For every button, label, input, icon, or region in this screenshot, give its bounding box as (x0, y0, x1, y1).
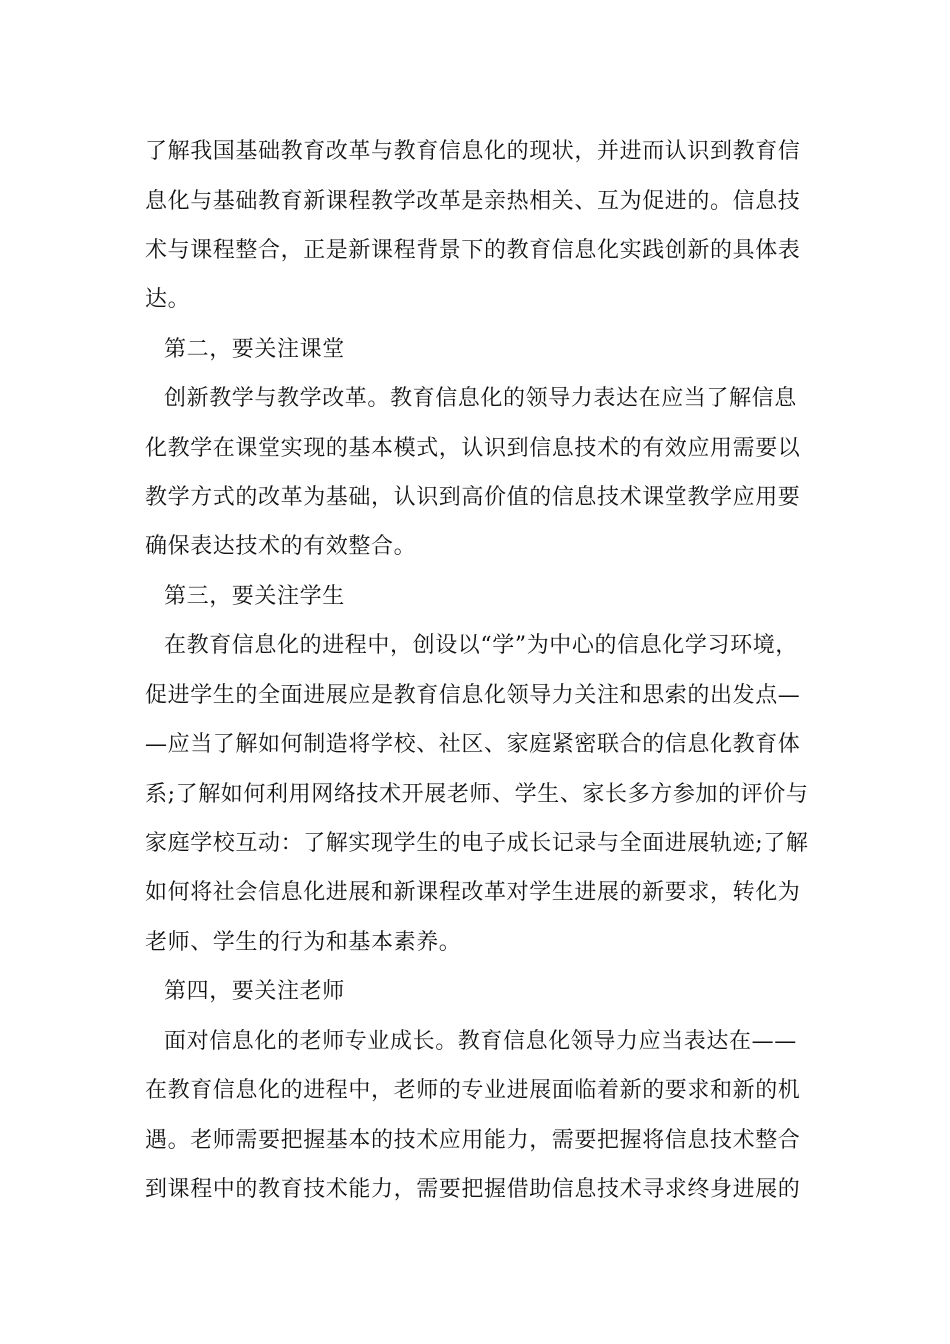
section-heading: 第三，要关注学生 (164, 584, 345, 609)
paragraph-line: 术与课程整合，正是新课程背景下的教育信息化实践创新的具体表 (145, 238, 801, 263)
paragraph-line: 教学方式的改革为基础，认识到高价值的信息技术课堂教学应用要 (145, 485, 801, 510)
paragraph-line: 创新教学与教学改革。教育信息化的领导力表达在应当了解信息 (164, 386, 797, 411)
paragraph-line: 在教育信息化的进程中，老师的专业进展面临着新的要求和新的机 (145, 1078, 801, 1103)
paragraph-line: 息化与基础教育新课程教学改革是亲热相关、互为促进的。信息技 (145, 189, 801, 214)
paragraph-line: —应当了解如何制造将学校、社区、家庭紧密联合的信息化教育体 (145, 732, 801, 757)
section-heading: 第二，要关注课堂 (164, 337, 345, 362)
paragraph-line: 面对信息化的老师专业成长。教育信息化领导力应当表达在—— (164, 1029, 797, 1054)
paragraph-line: 化教学在课堂实现的基本模式，认识到信息技术的有效应用需要以 (145, 436, 801, 461)
paragraph-line: 家庭学校互动：了解实现学生的电子成长记录与全面进展轨迹;了解 (145, 831, 809, 856)
paragraph-line: 系;了解如何利用网络技术开展老师、学生、家长多方参加的评价与 (145, 782, 809, 807)
paragraph-line: 达。 (145, 287, 191, 312)
paragraph-line: 老师、学生的行为和基本素养。 (145, 930, 462, 955)
paragraph-line: 在教育信息化的进程中，创设以“学”为中心的信息化学习环境， (164, 633, 798, 658)
paragraph-line: 了解我国基础教育改革与教育信息化的现状，并进而认识到教育信 (145, 139, 801, 164)
section-heading: 第四，要关注老师 (164, 979, 345, 1004)
paragraph-line: 遇。老师需要把握基本的技术应用能力，需要把握将信息技术整合 (145, 1128, 801, 1153)
paragraph-line: 如何将社会信息化进展和新课程改革对学生进展的新要求，转化为 (145, 880, 801, 905)
paragraph-line: 促进学生的全面进展应是教育信息化领导力关注和思索的出发点— (145, 683, 801, 708)
paragraph-line: 到课程中的教育技术能力，需要把握借助信息技术寻求终身进展的 (145, 1177, 801, 1202)
paragraph-line: 确保表达技术的有效整合。 (145, 534, 417, 559)
